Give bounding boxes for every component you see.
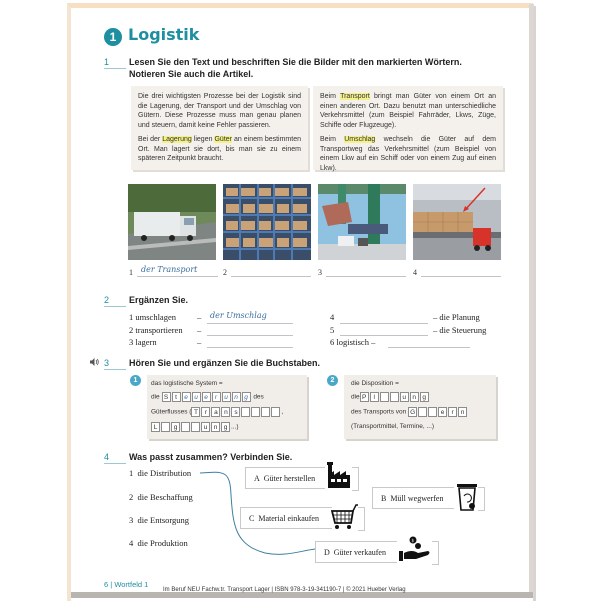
letter-box[interactable] <box>241 407 250 417</box>
letter-box[interactable]: n <box>410 392 419 402</box>
letter-box[interactable]: g <box>171 422 180 432</box>
ex2-answer-1: der Umschlag <box>210 311 267 320</box>
text-segment: an einem bestimmten Ort. Man lagert sie dort, bis man sie zu einem späteren Zeitpunkt braucht. <box>138 135 301 163</box>
ex3-card-1-line1: das logistische System = <box>151 380 223 387</box>
letter-box[interactable]: n <box>221 407 230 417</box>
ex4-left-1[interactable] <box>129 468 191 478</box>
letter-box[interactable]: l <box>370 392 379 402</box>
letter-box[interactable]: n <box>458 407 467 417</box>
ex3-card-1-badge: 1 <box>130 375 141 386</box>
letter-box[interactable] <box>428 407 437 417</box>
letter-box[interactable]: u <box>192 392 201 402</box>
ex2-answer-2-input[interactable] <box>207 335 293 336</box>
letter-box[interactable]: r <box>448 407 457 417</box>
ex3-card-1-row1 <box>151 392 264 402</box>
ex2-dash-1: – <box>197 312 202 322</box>
ex3-card-1-row3 <box>151 422 239 432</box>
ex2-item-6 <box>330 337 375 347</box>
item-number: 4 <box>129 538 134 548</box>
exercise-1-instruction <box>129 56 462 80</box>
ex3-card-2-row2 <box>351 407 468 417</box>
letter-boxes-planung[interactable] <box>360 394 430 401</box>
text-segment: bringt man Güter von einem Ort an einen anderen Ort. Dazu benutzt man unterschiedliche Verkehrsmittel (zum Beispiel Fahrräder, Lkws, Züge, Schiffe oder Flugzeuge). <box>320 93 496 130</box>
text-segment: Beim <box>320 93 341 100</box>
ex2-dash-2: – <box>197 325 202 335</box>
ex2-item-4-number: 4 <box>330 312 335 322</box>
ex4-left-4[interactable] <box>129 538 188 548</box>
ex2-item-5-number: 5 <box>330 325 335 335</box>
ex3-card-2-row1 <box>351 392 430 402</box>
letter-box[interactable] <box>191 422 200 432</box>
exercise-1-instruction-line1: Lesen Sie den Text und beschriften Sie die Bilder mit den markierten Wörtern. <box>129 57 462 67</box>
letter-boxes-lagerung[interactable] <box>151 424 231 431</box>
caption-4-input[interactable] <box>421 276 501 277</box>
item-word: die Planung <box>439 312 480 322</box>
ex3-card-2-line4: (Transportmittel, Termine, ...) <box>351 423 435 430</box>
letter-box[interactable] <box>181 422 190 432</box>
item-label: Güter verkaufen <box>333 548 386 557</box>
exercise-1-instruction-line2: Notieren Sie auch die Artikel. <box>129 69 254 79</box>
caption-2-input[interactable] <box>231 276 311 277</box>
exercise-3-instruction: Hören Sie und ergänzen Sie die Buchstaben. <box>129 358 321 368</box>
item-number: 3 <box>129 337 134 347</box>
caption-3-input[interactable] <box>326 276 406 277</box>
exercise-2-number: 2 <box>104 295 126 307</box>
highlight-gueter: Güter <box>214 135 232 143</box>
letter-box[interactable]: u <box>400 392 409 402</box>
caption-2-number: 2 <box>223 268 227 277</box>
item-dash: – <box>433 312 438 322</box>
text-segment: liegen <box>191 135 215 143</box>
exercise-4-number: 4 <box>104 452 126 464</box>
letter-box[interactable]: P <box>360 392 369 402</box>
caption-3-number: 3 <box>318 268 322 277</box>
item-dash: – <box>433 325 438 335</box>
item-number: 6 <box>330 337 335 347</box>
ex2-dash-3: – <box>197 337 202 347</box>
ex4-right-A-bracket <box>352 467 359 491</box>
photo-loading-dock <box>413 184 501 260</box>
hand-coins-icon <box>398 535 432 567</box>
exercise-3-number: 3 <box>104 358 126 370</box>
reading-text-right <box>313 86 503 170</box>
ex2-answer-6-input[interactable] <box>388 347 470 348</box>
ex4-left-2[interactable] <box>129 492 193 502</box>
ex2-item-3 <box>129 337 157 347</box>
comma: , <box>281 408 284 416</box>
letter-box[interactable]: e <box>202 392 211 402</box>
letter-box[interactable] <box>390 392 399 402</box>
item-word: transportieren <box>135 325 183 335</box>
item-word: die Steuerung <box>439 325 487 335</box>
word-die: die <box>151 393 160 401</box>
item-label: Güter herstellen <box>263 474 316 483</box>
item-label: Müll wegwerfen <box>390 494 444 503</box>
letter-boxes-transport[interactable] <box>191 408 284 416</box>
photo-truck <box>128 184 216 260</box>
caption-1-answer: der Transport <box>141 265 198 274</box>
ex4-right-B-bracket <box>478 487 485 511</box>
item-label: die Distribution <box>137 468 192 478</box>
item-letter: B <box>381 494 387 503</box>
caption-1-input[interactable] <box>137 276 218 277</box>
ex4-right-A[interactable] <box>245 467 325 489</box>
letter-boxes-guetern[interactable] <box>408 409 468 416</box>
reading-text-left-p2 <box>138 135 301 164</box>
text-segment: Bei der <box>138 135 163 143</box>
letter-box[interactable] <box>271 407 280 417</box>
reading-text-right-p1 <box>320 92 496 131</box>
item-word: lagern <box>135 337 157 347</box>
factory-icon <box>326 461 352 493</box>
footer-copyright: Im Beruf NEU Fachw.tr. Transport Lager | ISBN 978-3-19-341190-7 | © 2021 Hueber Verlag <box>163 587 406 593</box>
ex4-right-D-bracket <box>432 541 439 565</box>
ex2-answer-4-input[interactable] <box>340 323 428 324</box>
ex4-right-C-bracket <box>358 507 365 531</box>
item-number: 1 <box>129 468 134 478</box>
letter-box[interactable]: g <box>420 392 429 402</box>
letter-box[interactable]: u <box>201 422 210 432</box>
letter-box[interactable]: n <box>232 392 241 402</box>
chapter-title: Logistik <box>128 25 200 44</box>
item-label: Material einkaufen <box>258 514 319 523</box>
letter-box[interactable]: S <box>162 392 171 402</box>
ex2-answer-1-input[interactable] <box>207 323 293 324</box>
item-word: umschlagen <box>135 312 176 322</box>
ex3-card-2-badge: 2 <box>327 375 338 386</box>
words-des-transports-von: des Transports von <box>351 408 407 416</box>
ex2-item-2 <box>129 325 183 335</box>
ex2-answer-3-input[interactable] <box>207 347 293 348</box>
item-letter: A <box>254 474 260 483</box>
shopping-cart-icon <box>331 503 359 535</box>
page-edge-shadow <box>529 4 534 596</box>
letter-box[interactable]: G <box>410 409 416 416</box>
audio-speaker-icon[interactable] <box>90 358 99 368</box>
letter-box[interactable]: n <box>211 422 220 432</box>
exercise-4-instruction: Was passt zusammen? Verbinden Sie. <box>129 452 293 462</box>
item-word: logistisch <box>336 337 369 347</box>
section-name: Wortfeld 1 <box>114 580 149 589</box>
reading-text-left <box>131 86 308 170</box>
page-number: 6 <box>104 580 109 589</box>
ex3-card-1-row2 <box>151 407 283 417</box>
ex2-item-4 <box>433 312 480 322</box>
ex4-left-3[interactable] <box>129 515 189 525</box>
item-number: 3 <box>129 515 134 525</box>
trash-bin-icon <box>456 483 478 515</box>
ex3-card-2-line1: die Disposition = <box>351 380 399 387</box>
letter-box[interactable]: r <box>212 392 221 402</box>
letter-box[interactable]: a <box>211 407 220 417</box>
word-gueterflusses: Güterflusses ( <box>151 408 192 416</box>
highlight-lagerung: Lagerung <box>162 135 192 143</box>
caption-4-number: 4 <box>413 268 417 277</box>
letter-box[interactable] <box>161 422 170 432</box>
highlight-transport: Transport <box>340 93 370 100</box>
item-number: 2 <box>129 325 134 335</box>
text-segment: Beim <box>320 135 345 143</box>
letter-box[interactable]: r <box>201 407 210 417</box>
reading-text-right-p2 <box>320 135 496 174</box>
ex2-answer-5-input[interactable] <box>340 335 428 336</box>
chapter-number-badge: 1 <box>104 28 122 46</box>
ex4-right-C[interactable] <box>240 507 332 529</box>
item-label: die Beschaffung <box>137 492 193 502</box>
caption-1-number: 1 <box>129 268 133 277</box>
word-des: des <box>253 393 264 401</box>
item-number: 2 <box>129 492 134 502</box>
letter-box[interactable] <box>418 407 427 417</box>
item-letter: C <box>249 514 255 523</box>
item-label: die Entsorgung <box>137 515 190 525</box>
separator: | <box>110 580 113 589</box>
reading-text-left-p1: Die drei wichtigsten Prozesse bei der Logistik sind die Lagerung, der Transport und der Umschlag von Gütern. Diese Prozesse muss man genau planen und steuern, damit keine Fehler passieren. <box>138 93 301 130</box>
letter-box[interactable] <box>380 392 389 402</box>
item-number: 1 <box>129 312 134 322</box>
ex4-right-D[interactable] <box>315 541 397 563</box>
letter-box[interactable]: g <box>242 392 251 402</box>
letter-box[interactable]: e <box>182 392 191 402</box>
word-die: die <box>351 393 360 401</box>
svg-text:$: $ <box>411 538 415 543</box>
exercise-2-instruction: Ergänzen Sie. <box>129 295 189 305</box>
letter-box[interactable]: s <box>231 407 240 417</box>
photo-warehouse <box>223 184 311 260</box>
letter-box[interactable]: t <box>172 392 181 402</box>
item-label: die Produktion <box>137 538 188 548</box>
item-letter: D <box>324 548 330 557</box>
footer-page-info <box>104 580 148 589</box>
ex4-right-B[interactable] <box>372 487 454 509</box>
text-segment: wechseln die Güter auf dem Transportweg das Verkehrsmittel (zum Beispiel von einem Lkw auf ein Schiff oder von einem Zug auf einen Lkw). <box>320 135 496 172</box>
letter-box[interactable]: e <box>438 407 447 417</box>
letter-box[interactable]: L <box>151 422 160 432</box>
letter-box[interactable]: T <box>191 407 200 417</box>
ellipsis: ...) <box>231 423 239 431</box>
letter-box[interactable]: u <box>222 392 231 402</box>
photo-port-crane <box>318 184 406 260</box>
item-dash: – <box>371 337 376 347</box>
letter-boxes-steuerung[interactable] <box>162 394 252 401</box>
ex2-item-5 <box>433 325 486 335</box>
ex2-item-1 <box>129 312 176 322</box>
letter-box[interactable] <box>261 407 270 417</box>
highlight-umschlag: Umschlag <box>344 135 376 143</box>
letter-box[interactable] <box>251 407 260 417</box>
letter-box[interactable]: g <box>221 422 230 432</box>
exercise-1-number: 1 <box>104 57 126 69</box>
